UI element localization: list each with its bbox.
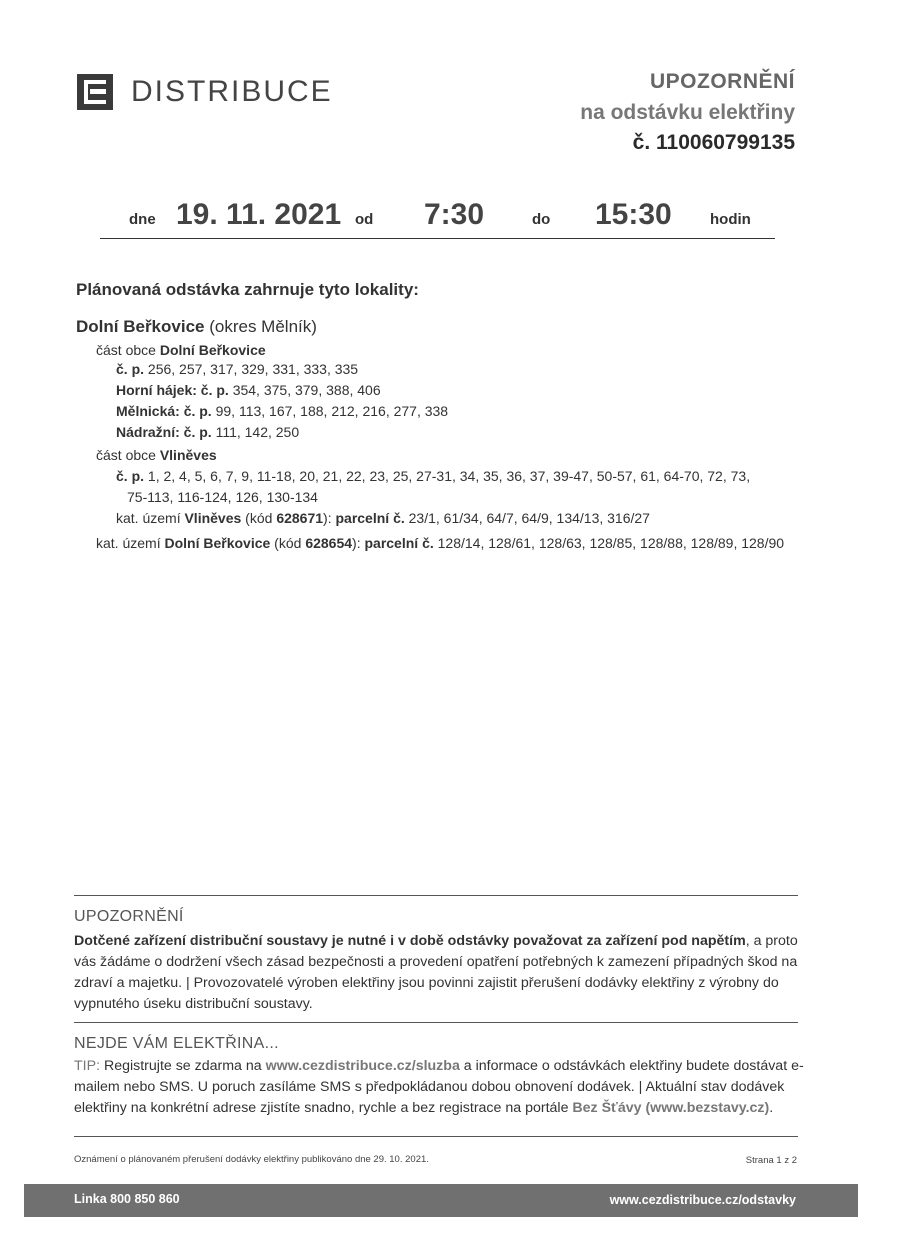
hours-label: hodin <box>710 211 751 228</box>
page-number: Strana 1 z 2 <box>745 1155 797 1166</box>
logo-text: DISTRIBUCE <box>131 75 333 108</box>
list-item: Nádražní: č. p. 111, 142, 250 <box>116 424 300 440</box>
tip-text: TIP: Registrujte se zdarma na www.cezdistribuce.cz/sluzba a informace o odstávkách elektřiny budete dostávat e-mailem nebo SMS. U poruch zasíláme SMS s předpokládanou dobou obnovení dodávek. | Aktuální stav dodávek elektřiny na konkrétní adrese zjistíte snadno, rychle a bez registrace na portále Bez Šťávy (www.bezstavy.cz). <box>74 1058 804 1116</box>
published-note: Oznámení o plánovaném přerušení dodávky elektřiny publikováno dne 29. 10. 2021. <box>74 1154 429 1165</box>
localities-title: Plánovaná odstávka zahrnuje tyto lokality: <box>76 280 419 299</box>
notice-number: č. 110060799135 <box>632 131 795 154</box>
outage-end-time: 15:30 <box>595 198 672 231</box>
divider <box>74 895 798 896</box>
divider <box>74 1136 798 1137</box>
list-item: č. p. 256, 257, 317, 329, 331, 333, 335 <box>116 361 359 377</box>
list-item: kat. území Vliněves (kód 628671): parcelní č. 23/1, 61/34, 64/7, 64/9, 134/13, 316/27 <box>116 510 650 526</box>
list-item: 75-113, 116-124, 126, 130-134 <box>127 489 318 505</box>
outage-date: 19. 11. 2021 <box>176 198 342 231</box>
list-item: č. p. 1, 2, 4, 5, 6, 7, 9, 11-18, 20, 21, 22, 23, 25, 27-31, 34, 35, 36, 37, 39-47, 50-57, 61, 64-70, 72, 73, <box>116 468 751 484</box>
notice-title: UPOZORNĚNÍ <box>649 70 795 93</box>
warning-heading: UPOZORNĚNÍ <box>74 908 184 925</box>
warning-text: Dotčené zařízení distribuční soustavy je nutné i v době odstávky považovat za zařízení pod napětím, a proto vás žádáme o dodržení všech zásad bezpečnosti a provedení opatření potřebných k zamezení případných škod na zdraví a majetku. | Provozovatelé výroben elektřiny jsou povinni zajistit přerušení dodávky elektřiny z výrobny do vypnutého úseku distribuční soustavy. <box>74 933 798 1012</box>
part-vlineves: část obce Vliněves <box>96 447 217 463</box>
from-label: od <box>355 211 374 228</box>
date-label: dne <box>129 211 156 228</box>
list-item: Horní hájek: č. p. 354, 375, 379, 388, 406 <box>116 382 381 398</box>
hotline[interactable]: Linka 800 850 860 <box>74 1192 180 1206</box>
divider <box>74 1022 798 1023</box>
to-label: do <box>532 211 551 228</box>
notice-subtitle: na odstávku elektřiny <box>580 101 795 124</box>
cez-logo-icon <box>77 74 113 110</box>
municipality: Dolní Beřkovice (okres Mělník) <box>76 317 317 336</box>
list-item: Mělnická: č. p. 99, 113, 167, 188, 212, 216, 277, 338 <box>116 403 449 419</box>
outage-start-time: 7:30 <box>424 198 485 231</box>
company-logo <box>77 74 333 110</box>
part-dolni-berkovice: část obce Dolní Beřkovice <box>96 342 266 358</box>
bezstavy-link[interactable]: Bez Šťávy (www.bezstavy.cz) <box>572 1100 770 1116</box>
service-link[interactable]: www.cezdistribuce.cz/sluzba <box>265 1058 460 1074</box>
website-link[interactable]: www.cezdistribuce.cz/odstavky <box>609 1193 796 1207</box>
date-underline <box>100 238 775 239</box>
list-item: kat. území Dolní Beřkovice (kód 628654): parcelní č. 128/14, 128/61, 128/63, 128/85, 128/88, 128/89, 128/90 <box>96 535 785 551</box>
tip-heading: NEJDE VÁM ELEKTŘINA... <box>74 1035 279 1052</box>
